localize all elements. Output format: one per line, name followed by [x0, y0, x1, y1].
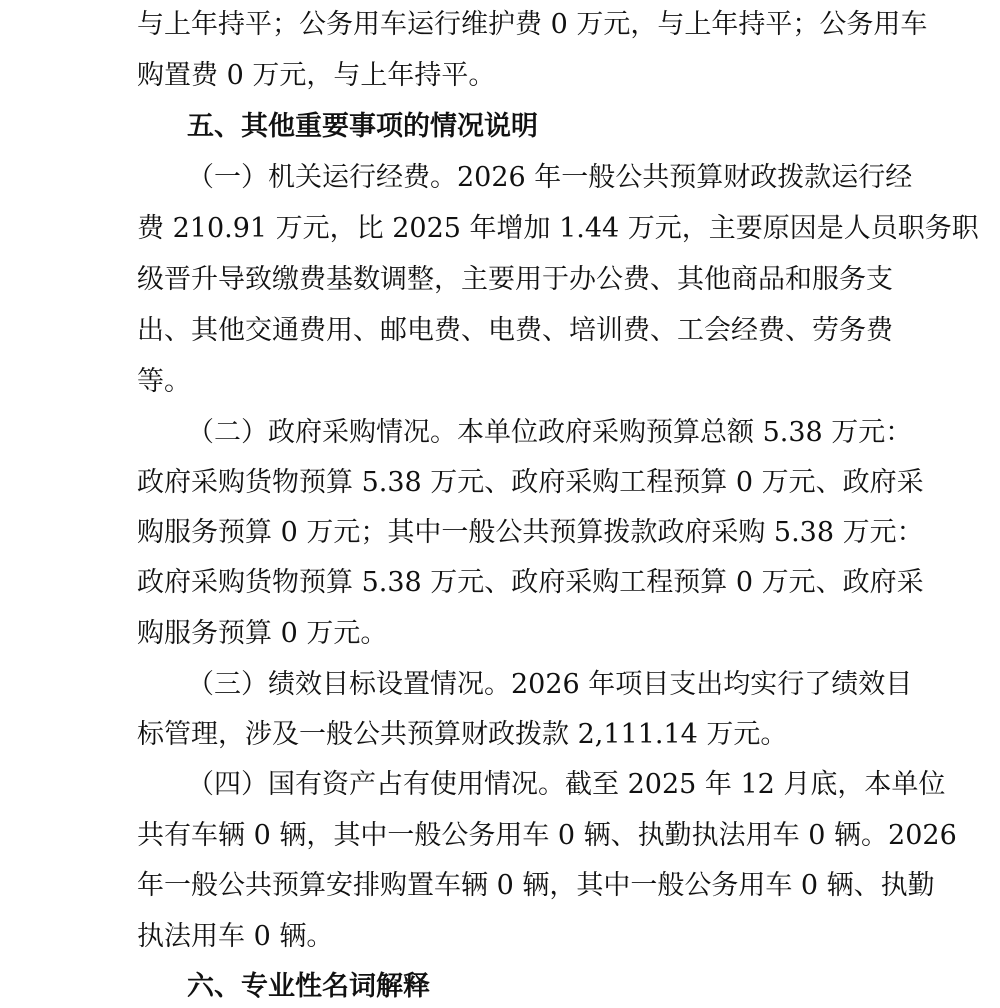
- text-line: 购置费 0 万元，与上年持平。: [137, 60, 496, 91]
- section-heading: 六、专业性名词解释: [187, 971, 430, 1002]
- paragraph-first-line: （一）机关运行经费。2026 年一般公共预算财政拨款运行经: [187, 162, 913, 193]
- text-line: 与上年持平；公务用车运行维护费 0 万元，与上年持平；公务用车: [137, 9, 928, 40]
- text-line: 执法用车 0 辆。: [137, 921, 334, 952]
- text-line: 费 210.91 万元，比 2025 年增加 1.44 万元，主要原因是人员职务职: [137, 213, 979, 244]
- text-line: 政府采购货物预算 5.38 万元、政府采购工程预算 0 万元、政府采: [137, 567, 924, 598]
- paragraph-first-line: （三）绩效目标设置情况。2026 年项目支出均实行了绩效目: [187, 669, 913, 700]
- text-line: 标管理，涉及一般公共预算财政拨款 2,111.14 万元。: [137, 719, 788, 750]
- text-line: 购服务预算 0 万元；其中一般公共预算拨款政府采购 5.38 万元：: [137, 517, 924, 548]
- text-line: 购服务预算 0 万元。: [137, 618, 388, 649]
- paragraph-first-line: （四）国有资产占有使用情况。截至 2025 年 12 月底，本单位: [187, 769, 946, 800]
- text-line: 政府采购货物预算 5.38 万元、政府采购工程预算 0 万元、政府采: [137, 467, 924, 498]
- text-line: 出、其他交通费用、邮电费、电费、培训费、工会经费、劳务费: [137, 315, 893, 346]
- text-line: 共有车辆 0 辆，其中一般公务用车 0 辆、执勤执法用车 0 辆。2026: [137, 820, 957, 851]
- section-heading: 五、其他重要事项的情况说明: [187, 111, 538, 142]
- paragraph-first-line: （二）政府采购情况。本单位政府采购预算总额 5.38 万元：: [187, 417, 913, 448]
- text-line: 级晋升导致缴费基数调整，主要用于办公费、其他商品和服务支: [137, 264, 893, 295]
- text-line: 年一般公共预算安排购置车辆 0 辆，其中一般公务用车 0 辆、执勤: [137, 870, 935, 901]
- text-line: 等。: [137, 366, 191, 397]
